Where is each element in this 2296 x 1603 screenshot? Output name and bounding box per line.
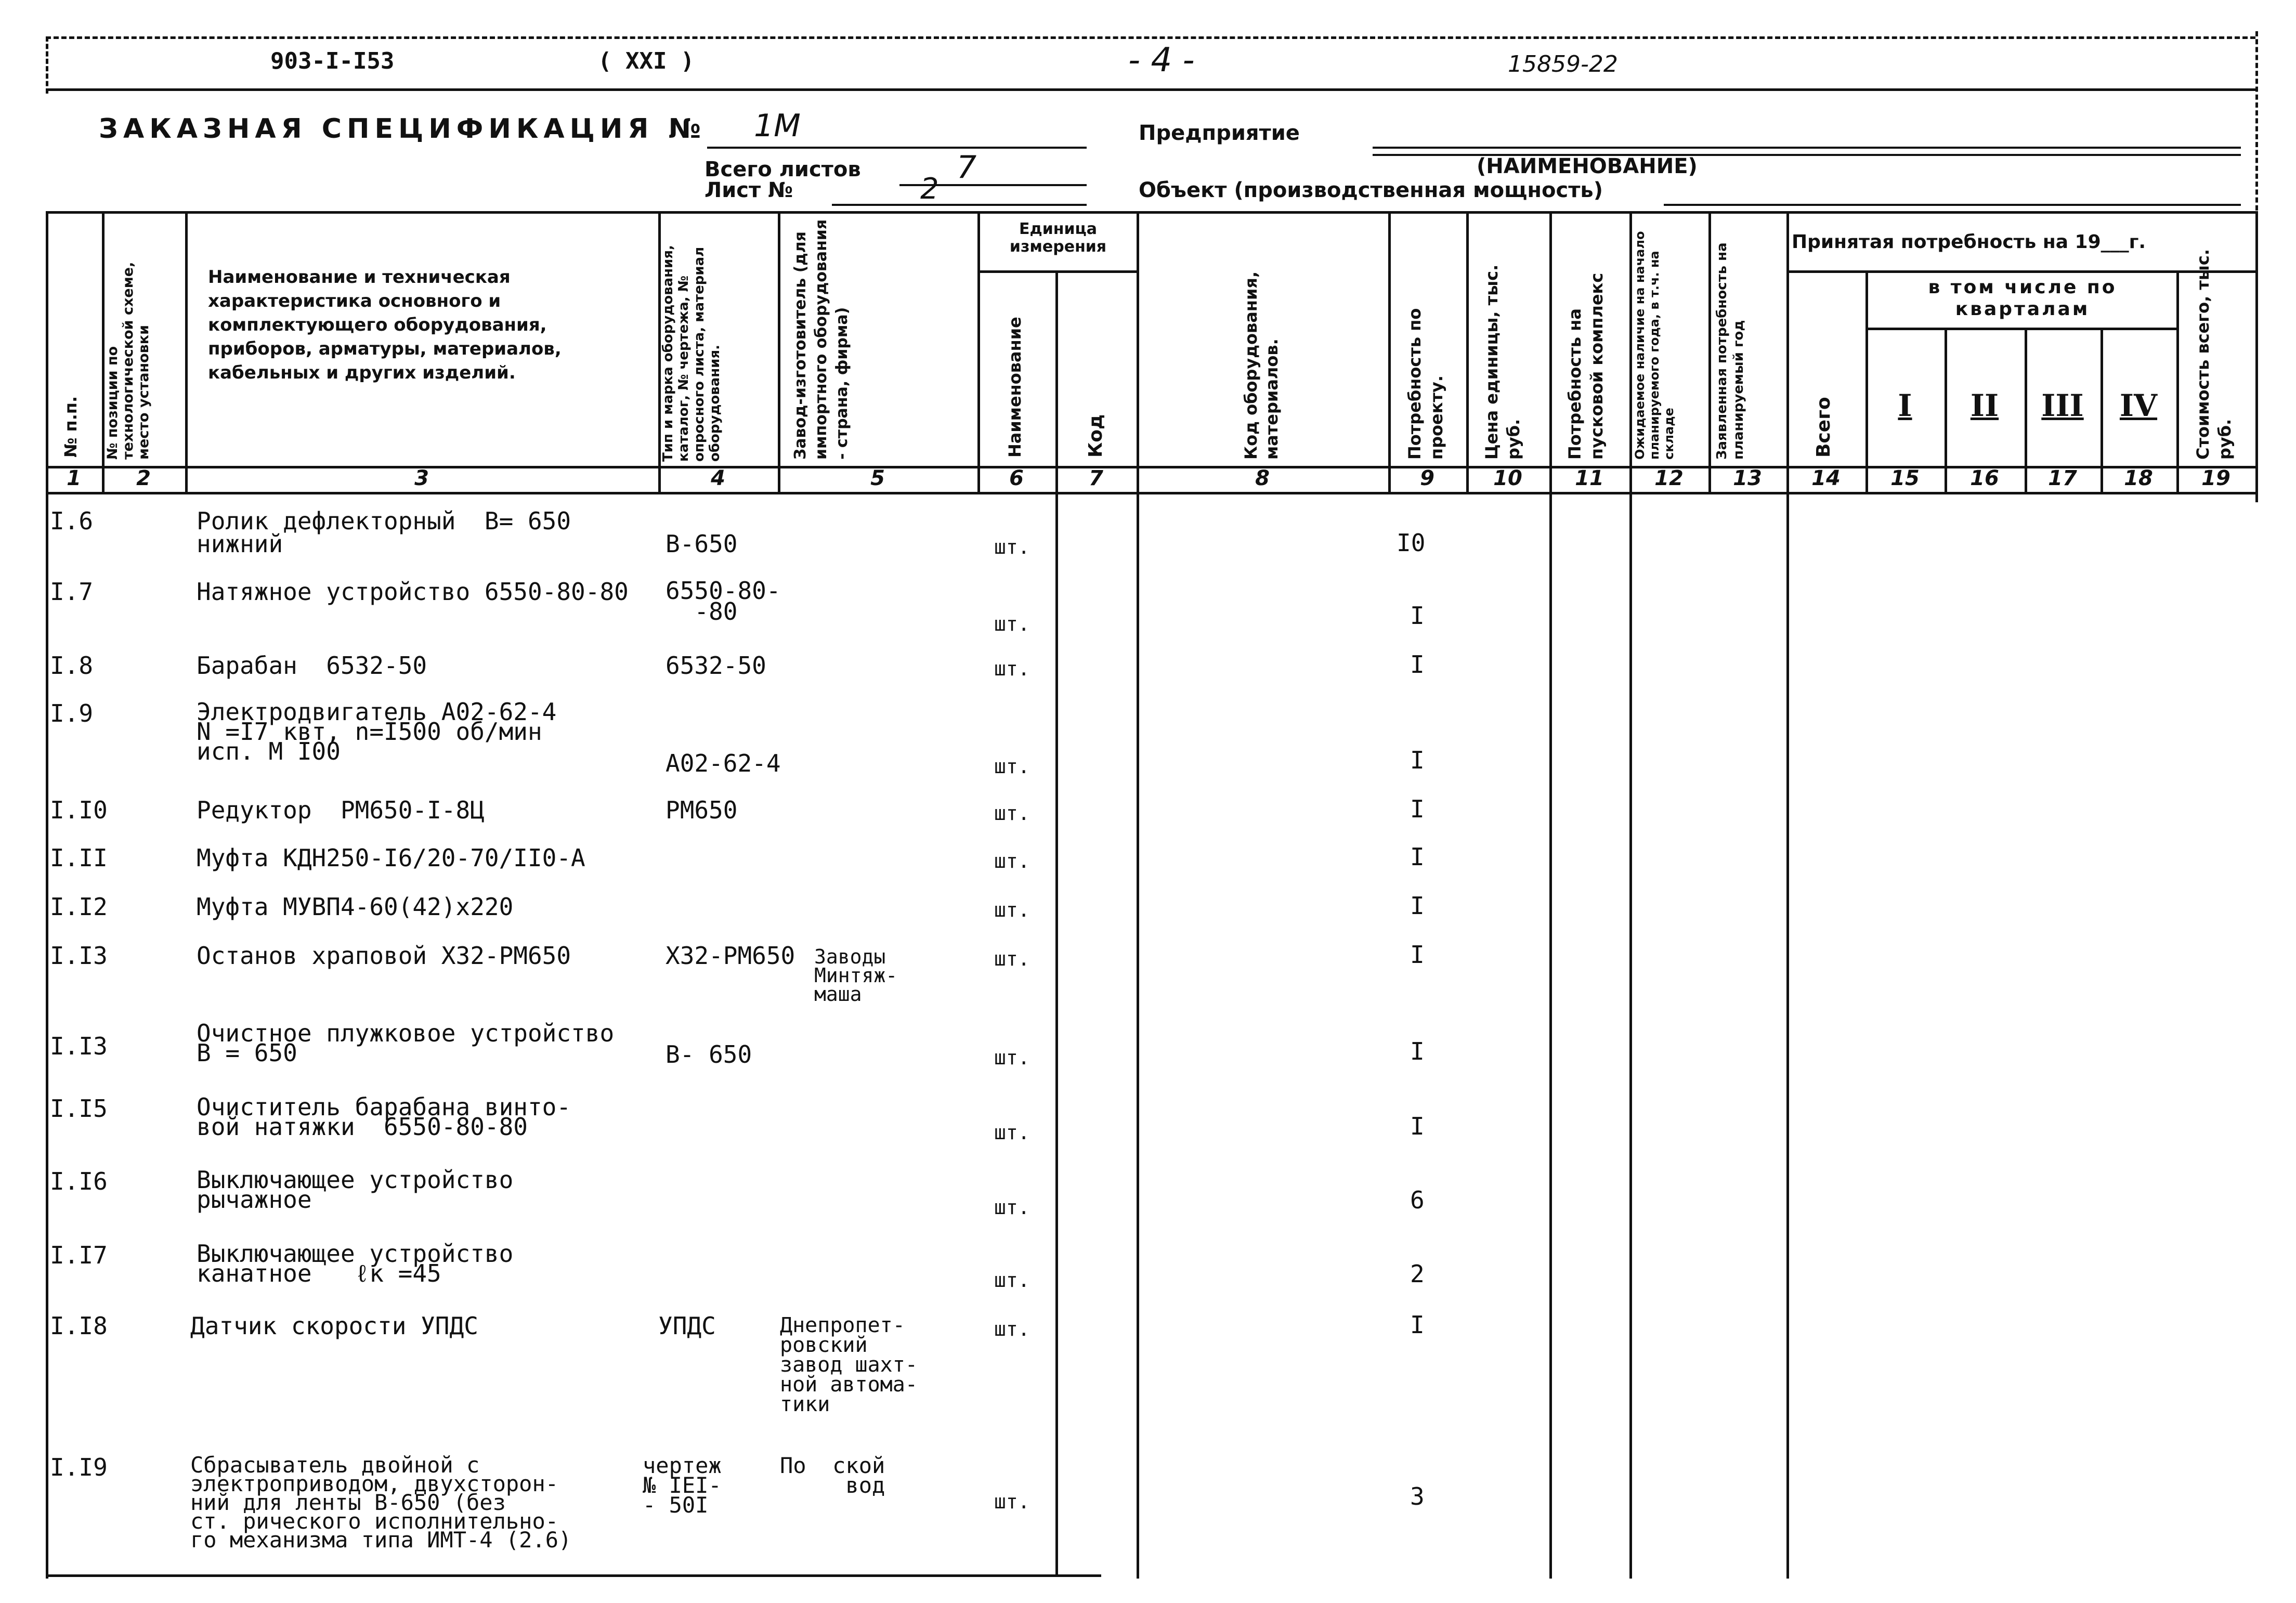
row-qty: I <box>1410 843 1425 871</box>
row-type: В-650 <box>666 530 738 558</box>
col-number: 9 <box>1420 466 1434 490</box>
units-subline <box>977 270 1137 273</box>
row-name: Датчик скорости УПДС <box>190 1312 478 1340</box>
row-type: Х32-РМ650 <box>666 942 795 970</box>
col-sep-18 <box>2176 270 2179 492</box>
quarters-header: в том числе по кварталам <box>1928 277 2117 320</box>
col-sep-7 <box>1137 211 1139 1579</box>
row-maker: По ской вод <box>780 1453 885 1498</box>
row-qty: I <box>1410 892 1425 920</box>
col-sep-9 <box>1466 211 1469 492</box>
col-number: 19 <box>2201 466 2230 490</box>
col-sep-6 <box>1055 270 1058 1575</box>
name-hint: (НАИМЕНОВАНИЕ) <box>1477 154 1698 178</box>
col7-header: Код <box>1085 414 1106 458</box>
row-unit: шт. <box>994 1196 1030 1219</box>
col11-header: Потребность на пусковой комплекс <box>1565 272 1607 460</box>
row-qty: I <box>1410 1037 1425 1065</box>
name-line <box>1373 154 2241 156</box>
col-number: 7 <box>1089 466 1103 490</box>
row-type: чертеж № IEI- - 50I <box>643 1453 722 1518</box>
row-qty: I <box>1410 1311 1425 1339</box>
accepted-header: Принятая потребность на 19___г. <box>1792 231 2146 253</box>
row-number: I.I7 <box>50 1241 108 1269</box>
col2-header: № позиции по технологической схеме, место установки <box>105 262 152 460</box>
col19-header: Стоимость всего, тыс. руб. <box>2193 249 2235 460</box>
col-sep-10 <box>1549 211 1552 1579</box>
table-top-line <box>46 211 2258 214</box>
row-number: I.I0 <box>50 796 108 824</box>
right-border-top <box>2255 31 2258 218</box>
row-qty: I <box>1410 795 1425 823</box>
col1-header: № п.п. <box>61 396 81 458</box>
sheet-value: 2 <box>920 172 939 206</box>
col15-header: I <box>1898 388 1912 423</box>
col-sep-4 <box>778 211 780 492</box>
row-qty: 6 <box>1410 1186 1425 1214</box>
row-name: Электродвигатель А02-62-4 N =I7 квт, n=I500 об/мин исп. М I00 <box>197 698 557 765</box>
row-type: 6550-80- -80 <box>666 577 781 625</box>
row-name: Останов храповой Х32-РМ650 <box>197 942 571 970</box>
header-divider <box>46 88 2258 91</box>
col-number: 15 <box>1890 466 1920 490</box>
row-qty: I <box>1410 1112 1425 1140</box>
row-name: Муфта МУВП4-60(42)х220 <box>197 893 514 921</box>
total-sheets-value: 7 <box>957 149 977 186</box>
spec-number-line <box>707 147 1087 149</box>
col-sep-11 <box>1629 211 1632 1579</box>
row-number: I.9 <box>50 699 94 727</box>
col4-header: Тип и марка оборудования, каталог, № чертежа, № опросного листа, материал оборудования. <box>660 245 723 462</box>
row-name: Сбрасыватель двойной с электроприводом, двухсторон- ний для ленты В-650 (без ст. рического исполнительно- го механизма типа ИМТ-4 (2.6) <box>190 1452 572 1553</box>
row-unit: шт. <box>994 850 1030 872</box>
row-name: Натяжное устройство 6550-80-80 <box>197 578 629 606</box>
col-sep-5 <box>977 211 980 492</box>
col-number: 6 <box>1009 466 1024 490</box>
row-number: I.I3 <box>50 942 108 970</box>
row-qty: I <box>1410 650 1425 679</box>
col-number: 11 <box>1575 466 1604 490</box>
row-type: 6532-50 <box>666 651 766 680</box>
col-sep-12 <box>1708 211 1711 492</box>
table-right-border <box>2255 211 2258 502</box>
col-number: 4 <box>711 466 725 490</box>
row-unit: шт. <box>994 1318 1030 1340</box>
col17-header: III <box>2041 388 2084 423</box>
row-name: Барабан 6532-50 <box>197 651 427 680</box>
col10-header: Цена единицы, тыс. руб. <box>1482 264 1523 460</box>
row-qty: 2 <box>1410 1260 1425 1288</box>
row-qty: I <box>1410 602 1425 630</box>
row-unit: шт. <box>994 898 1030 921</box>
col-number: 10 <box>1493 466 1522 490</box>
row-type: А02-62-4 <box>666 749 781 777</box>
row-type: В- 650 <box>666 1040 752 1068</box>
row-name: Выключающее устройство рычажное <box>197 1166 514 1214</box>
sheet-line <box>832 204 1087 206</box>
col9-header: Потребность по проекту. <box>1405 308 1446 460</box>
doc-code: 903-I-I53 <box>270 48 395 74</box>
row-number: I.I5 <box>50 1094 108 1123</box>
col12-header: Ожидаемое наличие на начало планируемого года, в т.ч. на складе <box>1633 231 1676 460</box>
col-sep-14 <box>1866 270 1868 492</box>
row-unit: шт. <box>994 1121 1030 1144</box>
top-border <box>46 36 2255 39</box>
row-qty: I <box>1410 941 1425 969</box>
row-number: I.I6 <box>50 1167 108 1195</box>
row-name: Муфта КДН250-I6/20-70/II0-А <box>197 844 585 872</box>
row-number: I.II <box>50 844 108 872</box>
col-number: 13 <box>1733 466 1762 490</box>
row-name: Ролик дефлекторный В= 650 нижний <box>197 507 571 558</box>
object-line <box>1664 204 2241 206</box>
spec-number: 1M <box>754 108 801 144</box>
row-number: I.7 <box>50 578 94 606</box>
col-sep-8 <box>1388 211 1391 492</box>
col-number: 18 <box>2124 466 2153 490</box>
volume-label: ( XXI ) <box>598 48 695 74</box>
row-maker: Днепропет- ровский завод шахт- ной автома- тики <box>780 1313 918 1416</box>
row-maker: Заводы Минтяж- маша <box>814 945 898 1006</box>
col5-header: Завод-изготовитель (для импортного оборудования - страна, фирма) <box>791 219 851 460</box>
row-unit: шт. <box>994 657 1030 680</box>
enterprise-line <box>1373 147 2241 149</box>
col-number: 12 <box>1654 466 1684 490</box>
row-type: РМ650 <box>666 796 738 824</box>
row-number: I.I8 <box>50 1312 108 1340</box>
row-number: I.I3 <box>50 1032 108 1060</box>
col-sep-2 <box>185 211 188 492</box>
row-unit: шт. <box>994 1490 1030 1513</box>
table-left-border <box>46 211 48 1579</box>
row-number: I.6 <box>50 507 94 535</box>
table-bottom-line <box>46 1574 1101 1577</box>
row-unit: шт. <box>994 1046 1030 1069</box>
colnum-bottom-line <box>46 492 2258 494</box>
quarters-subline <box>1866 328 2176 330</box>
row-type: УПДС <box>658 1312 716 1340</box>
col-number: 8 <box>1255 466 1270 490</box>
row-name: Очистное плужковое устройство В = 650 <box>197 1019 615 1067</box>
archive-number: 15859-22 <box>1508 51 1618 77</box>
col-sep-13 <box>1786 211 1789 1579</box>
row-unit: шт. <box>994 1269 1030 1292</box>
accepted-subline <box>1786 270 2257 273</box>
col3-header: Наименование и техническая характеристика основного и комплектующего оборудования, приборов, арматуры, материалов, кабельных и других изделий. <box>208 267 562 383</box>
left-border-top <box>46 36 48 94</box>
row-unit: шт. <box>994 802 1030 825</box>
col-number: 3 <box>414 466 429 490</box>
row-unit: шт. <box>994 947 1030 970</box>
form-title: ЗАКАЗНАЯ СПЕЦИФИКАЦИЯ № <box>99 113 707 145</box>
row-name: Редуктор РМ650-I-8Ц <box>197 796 485 824</box>
col-number: 2 <box>136 466 151 490</box>
col-number: 17 <box>2048 466 2077 490</box>
col13-header: Заявленная потребность на планируемый год <box>1714 242 1746 460</box>
col14-header: Всего <box>1813 397 1834 458</box>
col-number: 5 <box>870 466 885 490</box>
row-unit: шт. <box>994 755 1030 778</box>
col16-header: II <box>1970 388 1999 423</box>
page-number: - 4 - <box>1128 41 1195 80</box>
col6-header: Наименование <box>1005 317 1025 458</box>
row-name: Выключающее устройство канатное ℓк =45 <box>197 1240 514 1287</box>
row-number: I.I2 <box>50 893 108 921</box>
col-number: 16 <box>1970 466 1999 490</box>
row-number: I.8 <box>50 651 94 680</box>
row-unit: шт. <box>994 536 1030 558</box>
object-label: Объект (производственная мощность) <box>1139 178 1603 202</box>
col8-header: Код оборудования, материалов. <box>1241 271 1282 460</box>
sheet-label: Лист № <box>705 178 793 202</box>
col18-header: IV <box>2119 388 2158 423</box>
row-qty: 3 <box>1410 1482 1425 1510</box>
row-qty: I0 <box>1397 529 1426 557</box>
col-number: 1 <box>67 466 81 490</box>
col-number: 14 <box>1811 466 1841 490</box>
total-sheets-label: Всего листов <box>705 158 861 181</box>
units-header: Единица измерения <box>1009 220 1107 256</box>
row-name: Очиститель барабана винто- вой натяжки 6550-80-80 <box>197 1093 571 1141</box>
row-qty: I <box>1410 746 1425 774</box>
row-unit: шт. <box>994 612 1030 635</box>
enterprise-label: Предприятие <box>1139 121 1300 145</box>
row-number: I.I9 <box>50 1453 108 1481</box>
